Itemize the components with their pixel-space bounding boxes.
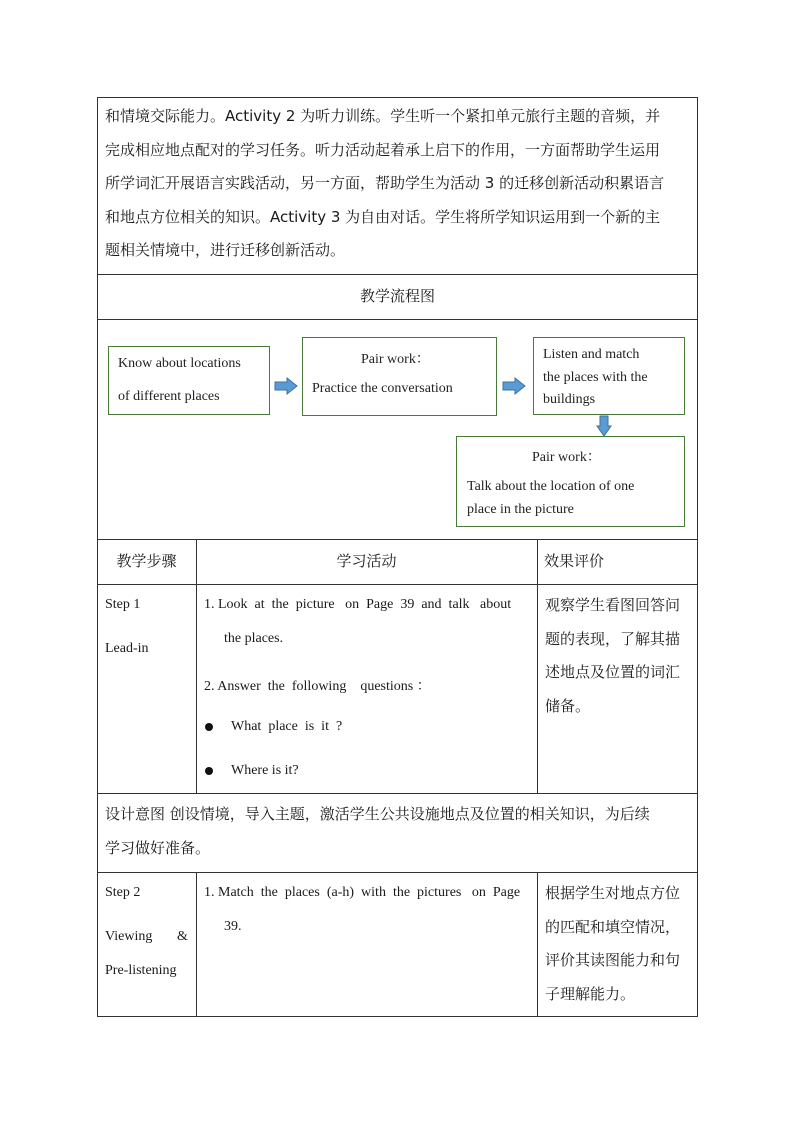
step1-question-1 — [205, 719, 342, 735]
flow-box-know-locations — [108, 346, 270, 415]
evaluation-line: 评价其读图能力和句 — [545, 951, 681, 969]
evaluation-line: 述地点及位置的词汇 — [545, 663, 681, 681]
flow-box-text: of different places — [118, 389, 220, 404]
intro-paragraph — [105, 100, 693, 268]
intro-line: 题相关情境中，进行迁移创新活动。 — [105, 241, 346, 259]
row-divider — [97, 274, 698, 275]
column-divider — [196, 872, 197, 1017]
evaluation-line: 储备。 — [545, 696, 591, 715]
flow-box-text: Talk about the location of one — [467, 479, 635, 494]
step1-activity-1-cont: the places. — [224, 631, 284, 646]
evaluation-line: 子理解能力。 — [545, 984, 636, 1003]
flow-box-text: Pair work： — [361, 352, 430, 367]
step2-number: Step 2 — [105, 885, 141, 900]
design-intent-line: 设计意图 创设情境，导入主题，激活学生公共设施地点及位置的相关知识，为后续 — [105, 805, 650, 823]
flow-box-listen-match — [533, 337, 685, 415]
design-intent — [105, 798, 693, 865]
flow-box-text: the places with the — [543, 370, 648, 385]
step1-evaluation — [545, 589, 695, 723]
row-divider — [97, 539, 698, 540]
step2-title-b: Pre-listening — [105, 963, 177, 978]
flow-box-text: buildings — [543, 392, 596, 407]
design-intent-line: 学习做好准备。 — [105, 838, 211, 857]
flow-box-text: place in the picture — [467, 502, 574, 517]
bullet-icon — [205, 723, 213, 731]
evaluation-line: 根据学生对地点方位 — [545, 884, 681, 902]
row-divider — [97, 793, 698, 794]
table-border-right — [697, 97, 698, 1017]
table-border-bottom — [97, 1016, 698, 1017]
question-text: Where is it? — [231, 763, 299, 778]
header-step: 教学步骤 — [116, 552, 177, 570]
flowchart-heading: 教学流程图 — [359, 287, 435, 305]
flow-box-pair-work-talk — [456, 436, 685, 527]
flow-box-text: Practice the conversation — [312, 381, 453, 396]
header-evaluation: 效果评价 — [544, 552, 605, 570]
step1-activity-2: 2. Answer the following questions ： — [204, 679, 431, 694]
column-divider — [537, 872, 538, 1017]
intro-line: 和地点方位相关的知识。Activity 3 为自由对话。学生将所学知识运用到一个新的主 — [105, 207, 661, 226]
flow-box-text: Know about locations — [118, 356, 241, 371]
row-divider — [97, 584, 698, 585]
flow-box-pair-work-practice — [302, 337, 497, 416]
intro-line: 和情境交际能力。Activity 2 为听力训练。学生听一个紧扣单元旅行主题的音频，并 — [105, 107, 661, 125]
intro-line: 所学词汇开展语言实践活动，另一方面，帮助学生为活动 3 的迁移创新活动积累语言 — [105, 174, 665, 192]
question-text: What place is it ? — [231, 719, 343, 734]
step2-evaluation — [545, 877, 695, 1011]
header-activity: 学习活动 — [336, 552, 397, 570]
column-divider — [537, 539, 538, 794]
intro-line: 完成相应地点配对的学习任务。听力活动起着承上启下的作用，一方面帮助学生运用 — [105, 140, 661, 159]
bullet-icon — [205, 767, 213, 775]
step1-number: Step 1 — [105, 597, 141, 612]
table-border-top — [97, 97, 698, 98]
step2-activity-1: 1. Match the places (a-h) with the pictures on Page — [204, 885, 521, 900]
step2-title-a: Viewing — [105, 929, 153, 944]
flow-box-text: Listen and match — [543, 347, 640, 362]
row-divider — [97, 872, 698, 873]
right-arrow-icon — [274, 377, 298, 395]
step1-title: Lead-in — [105, 641, 149, 656]
right-arrow-icon — [502, 377, 526, 395]
flow-box-text: Pair work： — [532, 450, 601, 465]
down-arrow-icon — [596, 415, 612, 437]
step1-activity-1: 1. Look at the picture on Page 39 and talk about — [204, 597, 512, 612]
step1-question-2 — [205, 763, 299, 779]
row-divider — [97, 319, 698, 320]
evaluation-line: 的匹配和填空情况， — [545, 917, 681, 936]
evaluation-line: 观察学生看图回答问 — [545, 596, 681, 614]
evaluation-line: 题的表现，了解其描 — [545, 629, 681, 648]
step2-title-amp: & — [177, 929, 188, 944]
step2-activity-1-cont: 39. — [224, 919, 242, 934]
